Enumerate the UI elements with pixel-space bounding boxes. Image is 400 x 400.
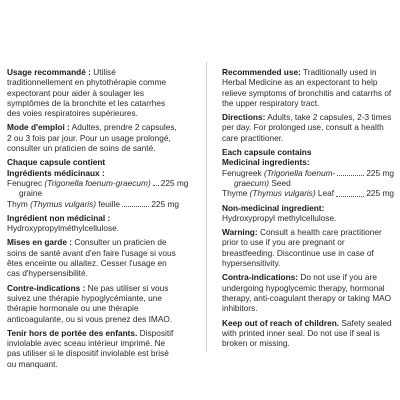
column-divider xyxy=(206,62,207,352)
en-ingredient-thyme xyxy=(222,188,394,198)
fr-ing2-name: Thym xyxy=(7,198,31,209)
fr-ing1-latin: (Trigonella foenum-graecum) xyxy=(44,177,151,188)
fr-ing1-amount: 225 mg xyxy=(160,177,189,188)
fr-keep-text: Dispositif inviolable avec sceau intérieur imprimé. Ne pas utiliser si le dispositif inviolable est brisé ou manquant. xyxy=(7,327,174,369)
en-ingredient-fenugreek xyxy=(222,168,394,178)
fr-nonmedicinal-heading: Ingrédient non médicinal : xyxy=(7,212,111,223)
en-ing2-part: Leaf xyxy=(315,188,335,199)
en-dir-text: Adults, take 2 capsules, 2-3 times per day. For prolonged use, consult a health care practitioner. xyxy=(222,112,392,143)
fr-keep-away xyxy=(7,328,179,369)
french-column xyxy=(7,67,189,373)
fr-use-text: Utilisé traditionnellement en phytothérapie comme expectorant pour aider à soulager les symptômes de la bronchite et les catarrhes des voies respiratoires supérieures. xyxy=(7,67,167,119)
fr-warning xyxy=(7,237,179,278)
fr-ing2-latin: (Thymus vulgaris) xyxy=(30,198,96,209)
en-ing1-cont-part: Seed xyxy=(269,177,291,188)
en-dir-label: Directions: xyxy=(222,112,266,123)
fr-warn-label: Mises en garde : xyxy=(7,237,73,248)
en-keep-text: Safety sealed with printed inner seal. Do not use if seal is broken or missing. xyxy=(222,317,392,349)
fr-ing2-part: feuille xyxy=(96,198,120,209)
en-ing2-latin: (Thymus vulgaris) xyxy=(249,188,316,199)
fr-medicinal-heading: Ingrédients médicinaux : xyxy=(7,167,105,178)
fr-ingredient-fenugreek xyxy=(7,177,189,188)
fr-each-capsule: Chaque capsule contient xyxy=(7,157,106,168)
fr-contraindications xyxy=(7,283,179,324)
fr-directions xyxy=(7,122,179,153)
fr-contra-text: Ne pas utiliser si vous suivez une thérapie hypoglycémiante, une thérapie hormonale ou une thérapie anticoagulante, ou si vous prenez des IMAO. xyxy=(7,282,173,324)
fr-dir-text: Adultes, prendre 2 capsules, 2 ou 3 fois par jour. Pour un usage prolongé, consulter un praticien de soins de santé. xyxy=(7,122,177,154)
en-ing1-name: Fenugreek xyxy=(222,167,264,178)
en-each-capsule: Each capsule contains xyxy=(222,147,312,158)
english-column xyxy=(222,67,394,352)
en-warning xyxy=(222,227,394,268)
en-directions xyxy=(222,112,394,143)
en-ing2-leader xyxy=(336,196,364,197)
fr-warn-text: Consulter un praticien de soins de santé avant d'en faire l'usage si vous êtes enceinte ou allaitez. Cesser l'usage en cas d'hypersensibilité. xyxy=(7,237,176,279)
en-contra-label: Contra-indications: xyxy=(222,272,299,283)
en-warn-label: Warning: xyxy=(222,227,258,238)
en-use-text: Traditionally used in Herbal Medicine as an expectorant to help relieve symptoms of bronchitis and catarrhs of the upper respiratory tract. xyxy=(222,67,392,108)
en-contraindications xyxy=(222,272,394,313)
en-warn-text: Consult a health care practitioner prior to use if you are pregnant or breastfeeding. Discontinue use in case of hypersensitivity. xyxy=(222,227,382,269)
en-keep-label: Keep out of reach of children. xyxy=(222,317,340,328)
fr-ing1-leader xyxy=(153,185,159,186)
en-ing2-amount: 225 mg xyxy=(366,188,394,199)
fr-contra-label: Contre-indications : xyxy=(7,282,86,293)
fr-ing1-continuation: graine xyxy=(19,188,43,199)
en-medicinal-heading: Medicinal ingredients: xyxy=(222,157,310,168)
en-nonmedicinal-text: Hydroxypropyl methylcellulose. xyxy=(222,212,337,223)
fr-dir-label: Mode d'emploi : xyxy=(7,122,70,133)
en-ing2-name: Thyme xyxy=(222,188,250,199)
fr-ing1-name: Fenugrec xyxy=(7,177,45,188)
fr-use-label: Usage recommandé : xyxy=(7,67,91,77)
en-ing1-amount: 225 mg xyxy=(366,167,394,178)
en-keep-away xyxy=(222,318,394,349)
fr-ing2-amount: 225 mg xyxy=(151,198,179,209)
fr-keep-label: Tenir hors de portée des enfants. xyxy=(7,327,138,338)
fr-ingredient-thyme xyxy=(7,199,179,209)
fr-nonmedicinal-text: Hydroxypropylméthylcellulose. xyxy=(7,223,120,234)
en-ing1-continuation xyxy=(222,178,394,188)
en-ing1-cont-latin: graecum) xyxy=(234,177,270,188)
fr-recommended-use xyxy=(7,67,179,118)
en-use-label: Recommended use: xyxy=(222,67,301,77)
en-nonmedicinal-heading: Non-medicinal ingredient: xyxy=(222,202,325,213)
fr-ing2-leader xyxy=(122,206,149,207)
en-ing1-leader xyxy=(337,175,364,176)
en-ing1-latin: (Trigonella foenum- xyxy=(263,167,336,178)
en-contra-text: Do not use if you are undergoing hypoglycemic therapy, hormonal therapy, anti-coagulant therapy or taking MAO inhibitors. xyxy=(222,272,392,314)
en-recommended-use xyxy=(222,67,394,108)
